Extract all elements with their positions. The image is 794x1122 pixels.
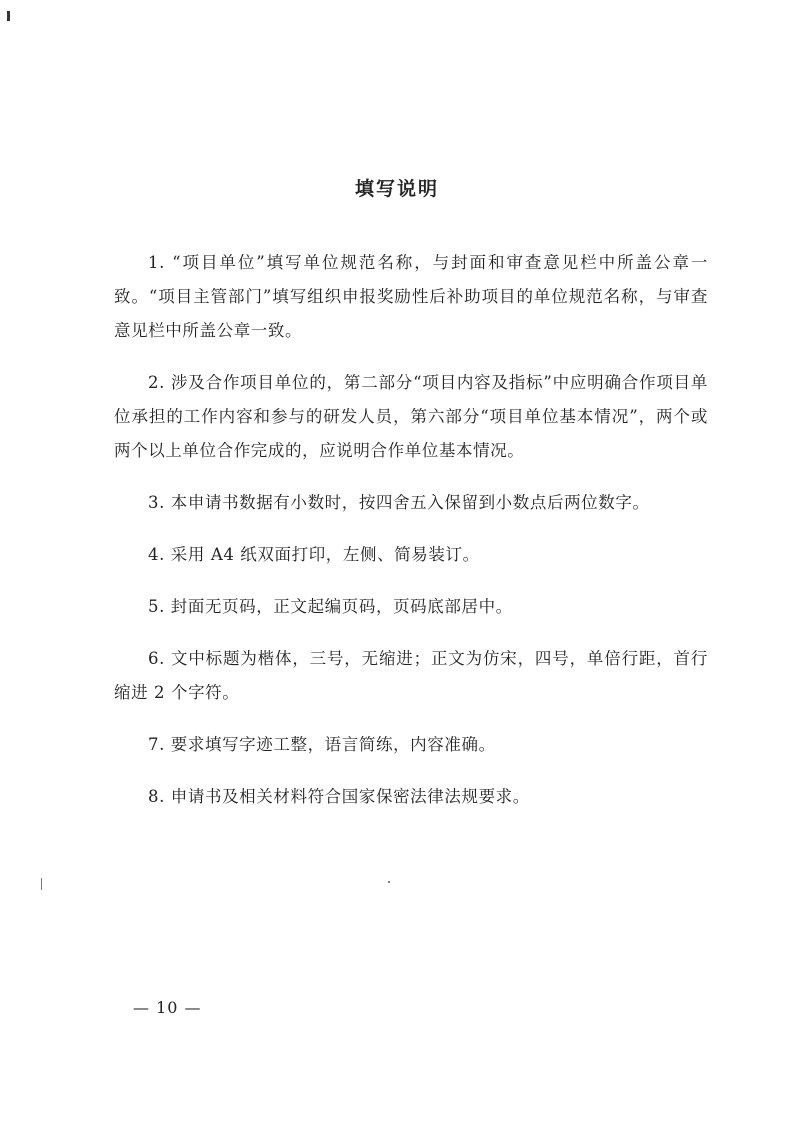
instruction-item-4: 4. 采用 A4 纸双面打印，左侧、简易装订。 <box>148 545 480 564</box>
scan-dot <box>388 881 390 883</box>
instruction-item-1: 1. “项目单位”填写单位规范名称，与封面和审查意见栏中所盖公章一致。“项目主管部门”填写组织申报奖励性后补助项目的单位规范名称，与审查意见栏中所盖公章一致。 <box>114 253 708 340</box>
scan-mark <box>7 11 10 21</box>
instruction-item-3: 3. 本申请书数据有小数时，按四舍五入保留到小数点后两位数字。 <box>148 493 650 512</box>
instruction-item-6: 6. 文中标题为楷体，三号，无缩进；正文为仿宋，四号，单倍行距，首行缩进 2 个字符。 <box>114 649 708 702</box>
page-number: — 10 — <box>133 998 202 1017</box>
scan-mark <box>41 878 42 890</box>
instruction-item-8: 8. 申请书及相关材料符合国家保密法律法规要求。 <box>148 787 530 806</box>
instruction-item-2: 2. 涉及合作项目单位的，第二部分“项目内容及指标”中应明确合作项目单位承担的工作内容和参与的研发人员，第六部分“项目单位基本情况”，两个或两个以上单位合作完成的，应说明合作单位基本情况。 <box>114 373 708 460</box>
instruction-item-5: 5. 封面无页码，正文起编页码，页码底部居中。 <box>148 597 513 616</box>
instructions-list <box>114 246 708 832</box>
instruction-item-7: 7. 要求填写字迹工整，语言简练，内容准确。 <box>148 735 496 754</box>
page-title: 填写说明 <box>354 178 439 200</box>
